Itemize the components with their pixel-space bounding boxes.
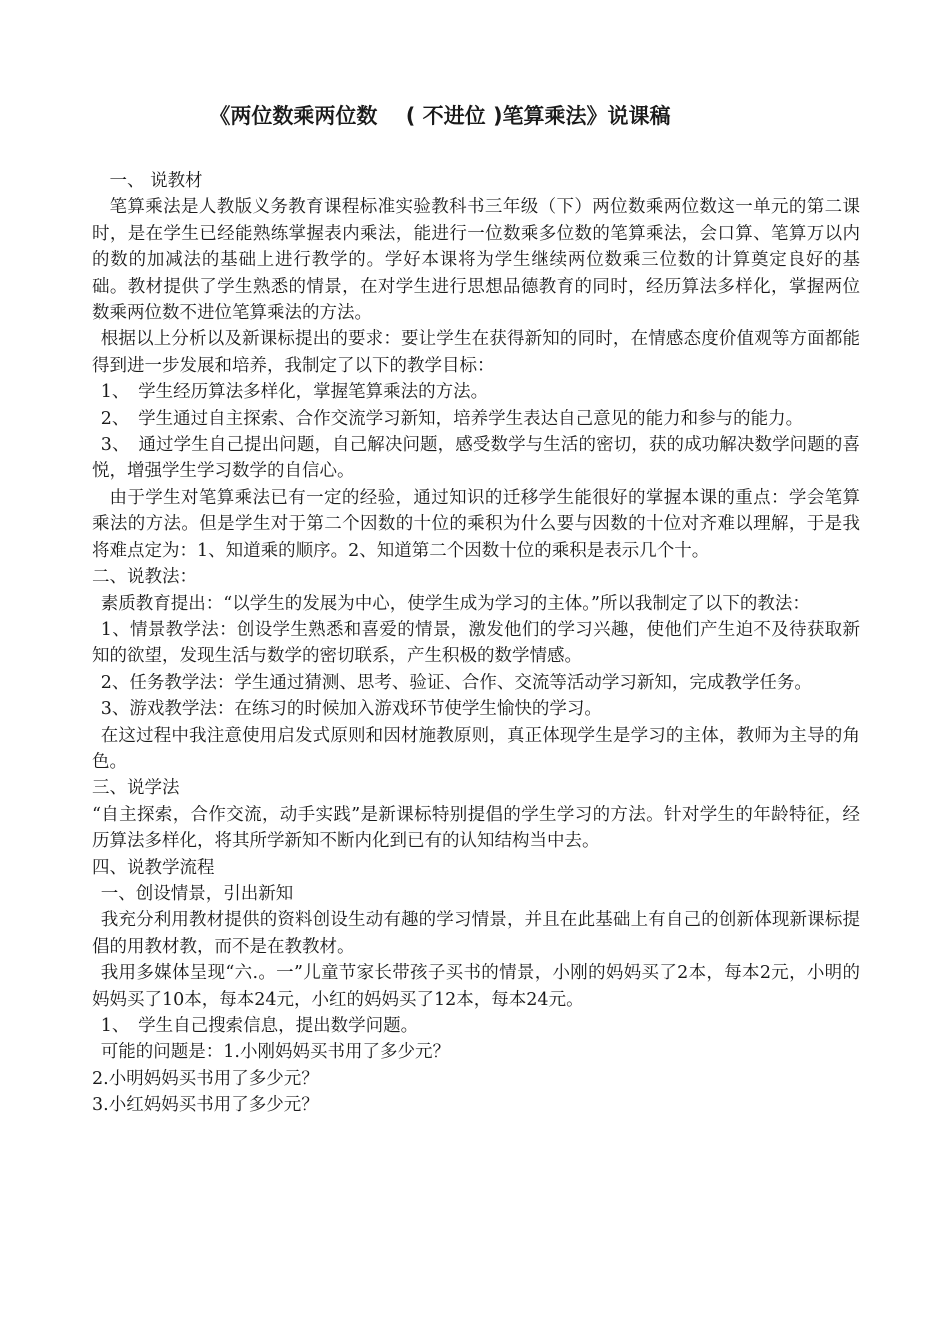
list-item: 2、任务教学法：学生通过猜测、思考、验证、合作、交流等活动学习新知，完成教学任务。	[100, 672, 812, 693]
section-heading: 三、说学法	[92, 778, 180, 799]
document-body	[92, 168, 860, 1119]
section-heading: 四、说教学流程	[92, 857, 215, 878]
paragraph: 我充分利用教材提供的资料创设生动有趣的学习情景，并且在此基础上有自己的创新体现新课标提倡的用教材教，而不是在教教材。	[92, 910, 860, 957]
question-item: 3.小红妈妈买书用了多少元？	[92, 1095, 319, 1116]
list-item: 2、 学生通过自主探索、合作交流学习新知，培养学生表达自己意见的能力和参与的能力。	[100, 408, 804, 429]
paragraph: “自主探索，合作交流，动手实践”是新课标特别提倡的学生学习的方法。针对学生的年龄特征，经历算法多样化，将其所学新知不断内化到已有的认知结构当中去。	[92, 804, 860, 852]
list-item: 1、情景教学法：创设学生熟悉和喜爱的情景，激发他们的学习兴趣，使他们产生迫不及待获取新知的欲望，发现生活与数学的密切联系，产生积极的数学情感。	[92, 619, 860, 667]
question-item: 2.小明妈妈买书用了多少元？	[92, 1068, 319, 1089]
paragraph: 由于学生对笔算乘法已有一定的经验，通过知识的迁移学生能很好的掌握本课的重点：学会笔算乘法的方法。但是学生对于第二个因数的十位的乘积为什么要与因数的十位对齐难以理解，于是我将难点定为：1、知道乘的顺序。2、知道第二个因数十位的乘积是表示几个十。	[92, 487, 860, 561]
list-item: 3、 通过学生自己提出问题，自己解决问题，感受数学与生活的密切，获的成功解决数学问题的喜悦，增强学生学习数学的自信心。	[92, 435, 860, 482]
document-title: 《两位数乘两位数 ( 不进位 )笔算乘法》说课稿	[209, 104, 671, 128]
section-heading: 二、说教法：	[92, 567, 197, 588]
paragraph: 在这过程中我注意使用启发式原则和因材施教原则，真正体现学生是学习的主体，教师为主导的角色。	[92, 725, 860, 772]
paragraph: 我用多媒体呈现“六.。一”儿童节家长带孩子买书的情景，小刚的妈妈买了2本，每本2元，小明的妈妈买了10本，每本24元，小红的妈妈买了12本，每本24元。	[92, 963, 860, 1010]
paragraph: 根据以上分析以及新课标提出的要求：要让学生在获得新知的同时，在情感态度价值观等方面都能得到进一步发展和培养，我制定了以下的教学目标：	[92, 329, 860, 376]
paragraph: 素质教育提出：“以学生的发展为中心，使学生成为学习的主体。”所以我制定了以下的教法：	[100, 593, 810, 614]
question-item: 可能的问题是：1.小刚妈妈买书用了多少元？	[100, 1042, 450, 1063]
paragraph: 笔算乘法是人教版义务教育课程标准实验教科书三年级（下）两位数乘两位数这一单元的第二课时，是在学生已经能熟练掌握表内乘法，能进行一位数乘多位数的笔算乘法，会口算、笔算万以内的数的加减法的基础上进行教学的。学好本课将为学生继续两位数乘三位数的计算奠定良好的基础。教材提供了学生熟悉的情景，在对学生进行思想品德教育的同时，经历算法多样化，掌握两位数乘两位数不进位笔算乘法的方法。	[92, 197, 860, 324]
section-heading: 一、 说教材	[109, 171, 203, 191]
list-item: 1、 学生经历算法多样化，掌握笔算乘法的方法。	[100, 382, 489, 403]
list-item: 3、游戏教学法：在练习的时候加入游戏环节使学生愉快的学习。	[100, 699, 602, 720]
subsection-heading: 一、创设情景，引出新知	[100, 883, 294, 904]
list-item: 1、 学生自己搜索信息，提出数学问题。	[100, 1016, 419, 1036]
